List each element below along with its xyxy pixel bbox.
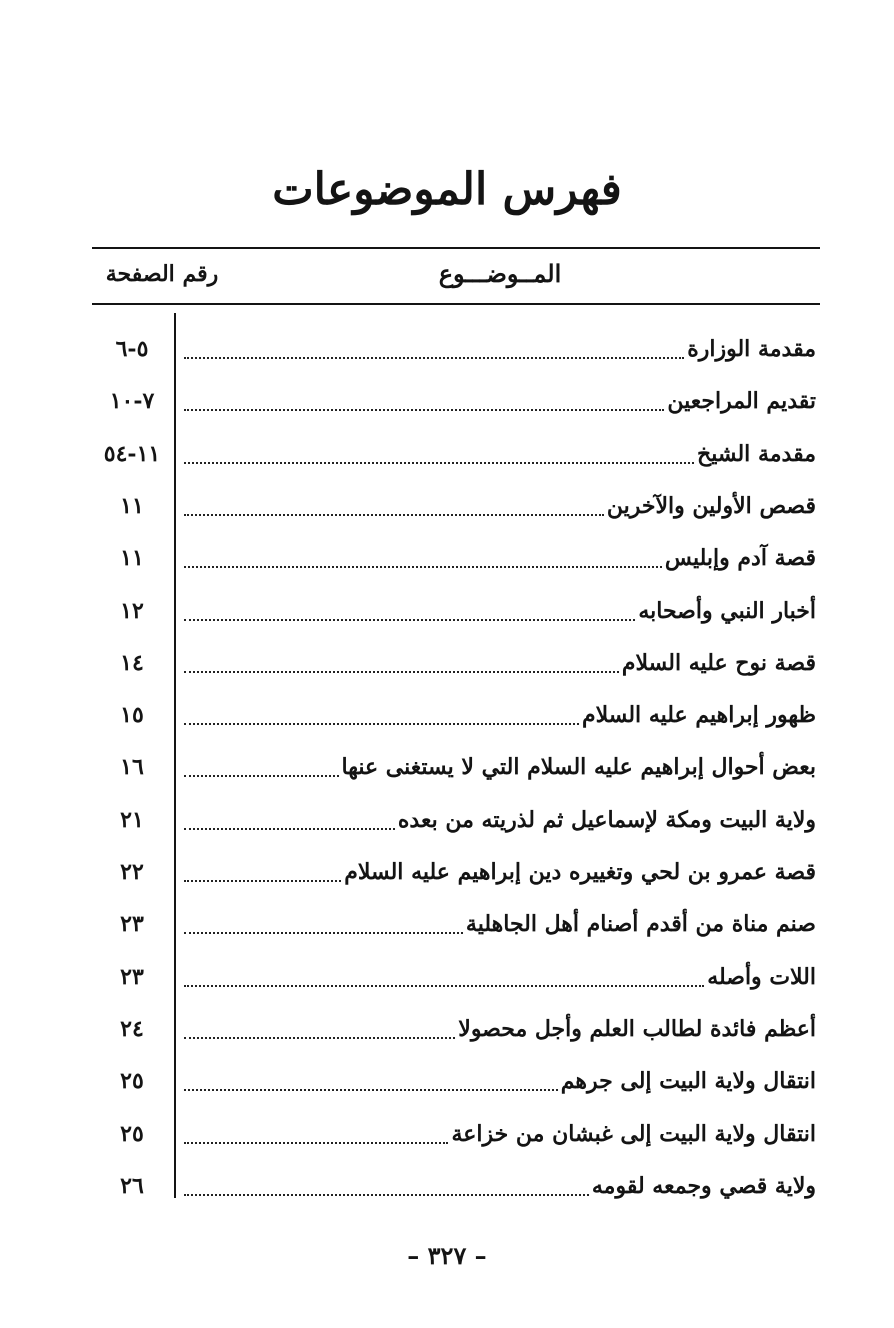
toc-row xyxy=(0,323,894,375)
toc-entry-title: اللات وأصله xyxy=(707,963,816,990)
toc-entry xyxy=(182,904,816,944)
toc-entry xyxy=(182,695,816,735)
dot-leader xyxy=(184,357,684,359)
toc-entry-title: ولاية البيت ومكة لإسماعيل ثم لذريته من بعده xyxy=(397,806,816,833)
header-top-rule xyxy=(92,247,820,249)
dot-leader xyxy=(184,723,579,725)
dot-leader xyxy=(184,828,395,830)
toc-row xyxy=(0,1003,894,1055)
toc-entry xyxy=(182,957,816,997)
dot-leader xyxy=(184,775,339,777)
toc-row xyxy=(0,689,894,741)
toc-entry-title: مقدمة الوزارة xyxy=(687,336,816,362)
toc-entry-page: ١٢ xyxy=(120,597,144,624)
toc-entry-title: قصص الأولين والآخرين xyxy=(606,492,816,519)
toc-row xyxy=(0,1055,894,1107)
toc-entry xyxy=(182,329,816,369)
toc-entry-title: قصة آدم وإبليس xyxy=(664,545,816,572)
toc-entry-title: ولاية قصي وجمعه لقومه xyxy=(591,1172,816,1199)
toc-entry xyxy=(182,852,816,892)
toc-entry-page: ١٥ xyxy=(120,702,144,729)
toc-row xyxy=(0,480,894,532)
column-header-page-number: رقم الصفحة xyxy=(105,261,219,287)
toc-entry xyxy=(182,591,816,631)
page-title: فهرس الموضوعات xyxy=(272,164,622,215)
toc-entry-title: ظهور إبراهيم عليه السلام xyxy=(581,702,816,729)
header-bottom-rule xyxy=(92,303,820,305)
toc-entry xyxy=(182,643,816,683)
toc-entry-page: ٢٤ xyxy=(120,1015,144,1042)
toc-row xyxy=(0,532,894,584)
toc-row xyxy=(0,898,894,950)
toc-entry-title: قصة نوح عليه السلام xyxy=(621,649,816,676)
toc-entry-title: قصة عمرو بن لحي وتغييره دين إبراهيم عليه السلام xyxy=(344,859,816,885)
dot-leader xyxy=(184,1142,448,1144)
toc-row xyxy=(0,1160,894,1212)
toc-row xyxy=(0,794,894,846)
dot-leader xyxy=(184,462,694,464)
toc-entry-title: أخبار النبي وأصحابه xyxy=(638,597,816,624)
dot-leader xyxy=(184,1037,455,1039)
dot-leader xyxy=(184,1194,589,1196)
toc-entry-page: ٧-١٠ xyxy=(109,388,155,415)
toc-entry-page: ٢٥ xyxy=(120,1068,144,1095)
toc-entry-page: ٢٣ xyxy=(120,911,144,938)
toc-entry-page: ١١ xyxy=(120,545,144,572)
column-header-topic: المــوضـــوع xyxy=(438,259,562,288)
table-of-contents xyxy=(0,323,894,1199)
toc-entry-page: ١٦ xyxy=(120,754,144,781)
toc-entry xyxy=(182,434,816,474)
dot-leader xyxy=(184,671,619,673)
toc-entry-page: ١١ xyxy=(120,492,144,519)
toc-entry-title: انتقال ولاية البيت إلى غبشان من خزاعة xyxy=(451,1120,816,1147)
toc-row xyxy=(0,846,894,898)
dot-leader xyxy=(184,932,463,934)
toc-row xyxy=(0,741,894,793)
dot-leader xyxy=(184,880,341,882)
toc-entry-page: ٢٦ xyxy=(120,1172,144,1199)
toc-entry-page: ٢٥ xyxy=(120,1120,144,1147)
dot-leader xyxy=(184,1089,558,1091)
dot-leader xyxy=(184,566,662,568)
toc-entry-title: أعظم فائدة لطالب العلم وأجل محصولا xyxy=(458,1015,816,1042)
toc-row xyxy=(0,1108,894,1160)
toc-entry-title: مقدمة الشيخ xyxy=(697,440,816,467)
toc-entry-page: ٥-٦ xyxy=(115,336,149,362)
toc-entry xyxy=(182,1166,816,1206)
toc-row xyxy=(0,585,894,637)
toc-entry-page: ١١-٥٤ xyxy=(103,440,161,467)
toc-entry-page: ٢٢ xyxy=(120,859,144,885)
toc-entry xyxy=(182,538,816,578)
toc-entry-page: ١٤ xyxy=(120,649,144,676)
toc-entry-title: صنم مناة من أقدم أصنام أهل الجاهلية xyxy=(465,911,816,938)
toc-entry xyxy=(182,800,816,840)
toc-entry xyxy=(182,486,816,526)
toc-row xyxy=(0,375,894,427)
toc-entry xyxy=(182,1061,816,1101)
toc-entry-title: تقديم المراجعين xyxy=(667,388,816,415)
toc-row xyxy=(0,951,894,1003)
toc-row xyxy=(0,637,894,689)
toc-entry xyxy=(182,381,816,421)
toc-entry xyxy=(182,1114,816,1154)
toc-entry-page: ٢١ xyxy=(120,806,144,833)
page-number-footer: – ٣٢٧ – xyxy=(407,1241,487,1270)
dot-leader xyxy=(184,514,604,516)
dot-leader xyxy=(184,619,635,621)
toc-entry xyxy=(182,747,816,787)
toc-entry xyxy=(182,1009,816,1049)
toc-entry-page: ٢٣ xyxy=(120,963,144,990)
dot-leader xyxy=(184,985,704,987)
toc-entry-title: انتقال ولاية البيت إلى جرهم xyxy=(560,1068,816,1095)
toc-row xyxy=(0,428,894,480)
dot-leader xyxy=(184,409,664,411)
toc-entry-title: بعض أحوال إبراهيم عليه السلام التي لا يستغنى عنها xyxy=(341,754,816,781)
